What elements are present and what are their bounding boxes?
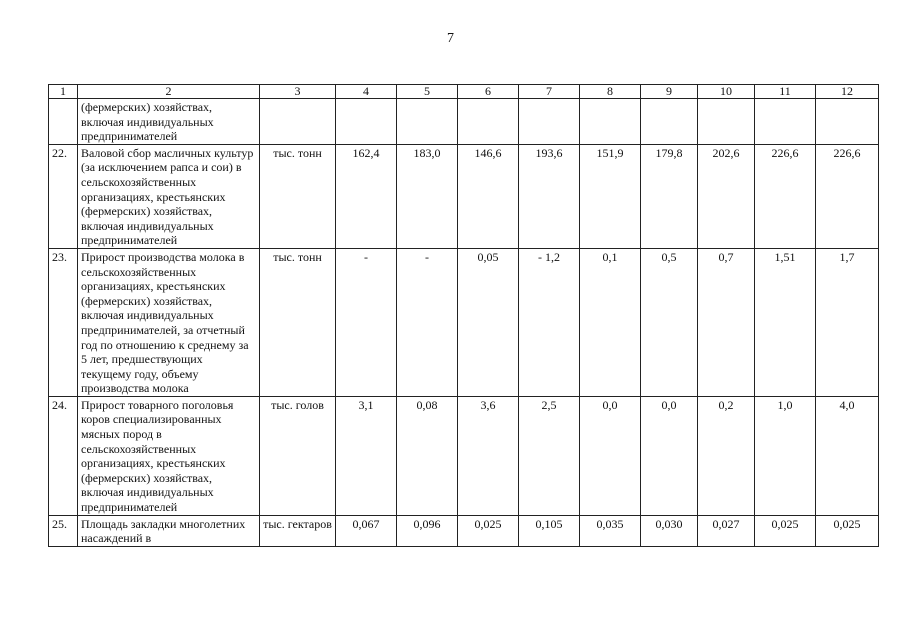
value-cell: 162,4 — [336, 144, 397, 248]
unit-cell: тыс. голов — [260, 396, 336, 515]
value-cell: 0,027 — [698, 515, 755, 546]
column-header: 1 — [49, 85, 78, 99]
value-cell — [816, 99, 879, 145]
indicator-name: Прирост производства молока в сельскохозяйственных организациях, крестьянских (фермерских) хозяйствах, включая индивидуальных предпринимателей, за отчетный год по отношению к среднему за 5 лет, предшествующих текущему году, объему производства молока — [78, 248, 260, 396]
value-cell: 146,6 — [458, 144, 519, 248]
table-row — [49, 515, 879, 546]
row-number — [49, 99, 78, 145]
value-cell — [698, 99, 755, 145]
table-row — [49, 396, 879, 515]
value-cell: - — [397, 248, 458, 396]
value-cell: 0,5 — [641, 248, 698, 396]
value-cell: 0,025 — [816, 515, 879, 546]
value-cell: 0,067 — [336, 515, 397, 546]
value-cell: 0,0 — [580, 396, 641, 515]
value-cell — [397, 99, 458, 145]
row-number: 24. — [49, 396, 78, 515]
value-cell: 0,096 — [397, 515, 458, 546]
value-cell — [458, 99, 519, 145]
value-cell — [336, 99, 397, 145]
value-cell — [519, 99, 580, 145]
column-header: 3 — [260, 85, 336, 99]
value-cell: 0,2 — [698, 396, 755, 515]
value-cell: 0,08 — [397, 396, 458, 515]
value-cell: 0,7 — [698, 248, 755, 396]
value-cell: 0,030 — [641, 515, 698, 546]
value-cell — [580, 99, 641, 145]
column-header: 6 — [458, 85, 519, 99]
table-header-row — [49, 85, 879, 99]
value-cell: 0,1 — [580, 248, 641, 396]
value-cell — [641, 99, 698, 145]
value-cell: 226,6 — [755, 144, 816, 248]
row-number: 25. — [49, 515, 78, 546]
indicator-name: (фермерских) хозяйствах, включая индивидуальных предпринимателей — [78, 99, 260, 145]
column-header: 2 — [78, 85, 260, 99]
value-cell: 3,1 — [336, 396, 397, 515]
value-cell: 3,6 — [458, 396, 519, 515]
row-number: 23. — [49, 248, 78, 396]
column-header: 4 — [336, 85, 397, 99]
value-cell: 1,0 — [755, 396, 816, 515]
unit-cell: тыс. тонн — [260, 144, 336, 248]
value-cell: 1,51 — [755, 248, 816, 396]
value-cell: 226,6 — [816, 144, 879, 248]
column-header: 10 — [698, 85, 755, 99]
value-cell: 179,8 — [641, 144, 698, 248]
value-cell: - — [336, 248, 397, 396]
value-cell: 4,0 — [816, 396, 879, 515]
column-header: 5 — [397, 85, 458, 99]
value-cell: 193,6 — [519, 144, 580, 248]
value-cell: 151,9 — [580, 144, 641, 248]
value-cell: 202,6 — [698, 144, 755, 248]
column-header: 9 — [641, 85, 698, 99]
value-cell: 1,7 — [816, 248, 879, 396]
value-cell: 0,035 — [580, 515, 641, 546]
indicator-name: Площадь закладки многолетних насаждений в — [78, 515, 260, 546]
row-number: 22. — [49, 144, 78, 248]
indicator-name: Валовой сбор масличных культур (за исключением рапса и сои) в сельскохозяйственных организациях, крестьянских (фермерских) хозяйствах, включая индивидуальных предпринимателей — [78, 144, 260, 248]
value-cell: 0,105 — [519, 515, 580, 546]
value-cell: 0,025 — [458, 515, 519, 546]
value-cell: 2,5 — [519, 396, 580, 515]
value-cell — [755, 99, 816, 145]
value-cell: - 1,2 — [519, 248, 580, 396]
value-cell: 0,025 — [755, 515, 816, 546]
unit-cell: тыс. тонн — [260, 248, 336, 396]
table-row — [49, 248, 879, 396]
unit-cell: тыс. гектаров — [260, 515, 336, 546]
column-header: 12 — [816, 85, 879, 99]
column-header: 11 — [755, 85, 816, 99]
column-header: 7 — [519, 85, 580, 99]
value-cell: 183,0 — [397, 144, 458, 248]
page-number: 7 — [447, 31, 454, 46]
table-row — [49, 99, 879, 145]
column-header: 8 — [580, 85, 641, 99]
table-row — [49, 144, 879, 248]
indicators-table — [48, 84, 879, 547]
value-cell: 0,05 — [458, 248, 519, 396]
value-cell: 0,0 — [641, 396, 698, 515]
indicator-name: Прирост товарного поголовья коров специализированных мясных пород в сельскохозяйственных организациях, крестьянских (фермерских) хозяйствах, включая индивидуальных предпринимателей — [78, 396, 260, 515]
unit-cell — [260, 99, 336, 145]
